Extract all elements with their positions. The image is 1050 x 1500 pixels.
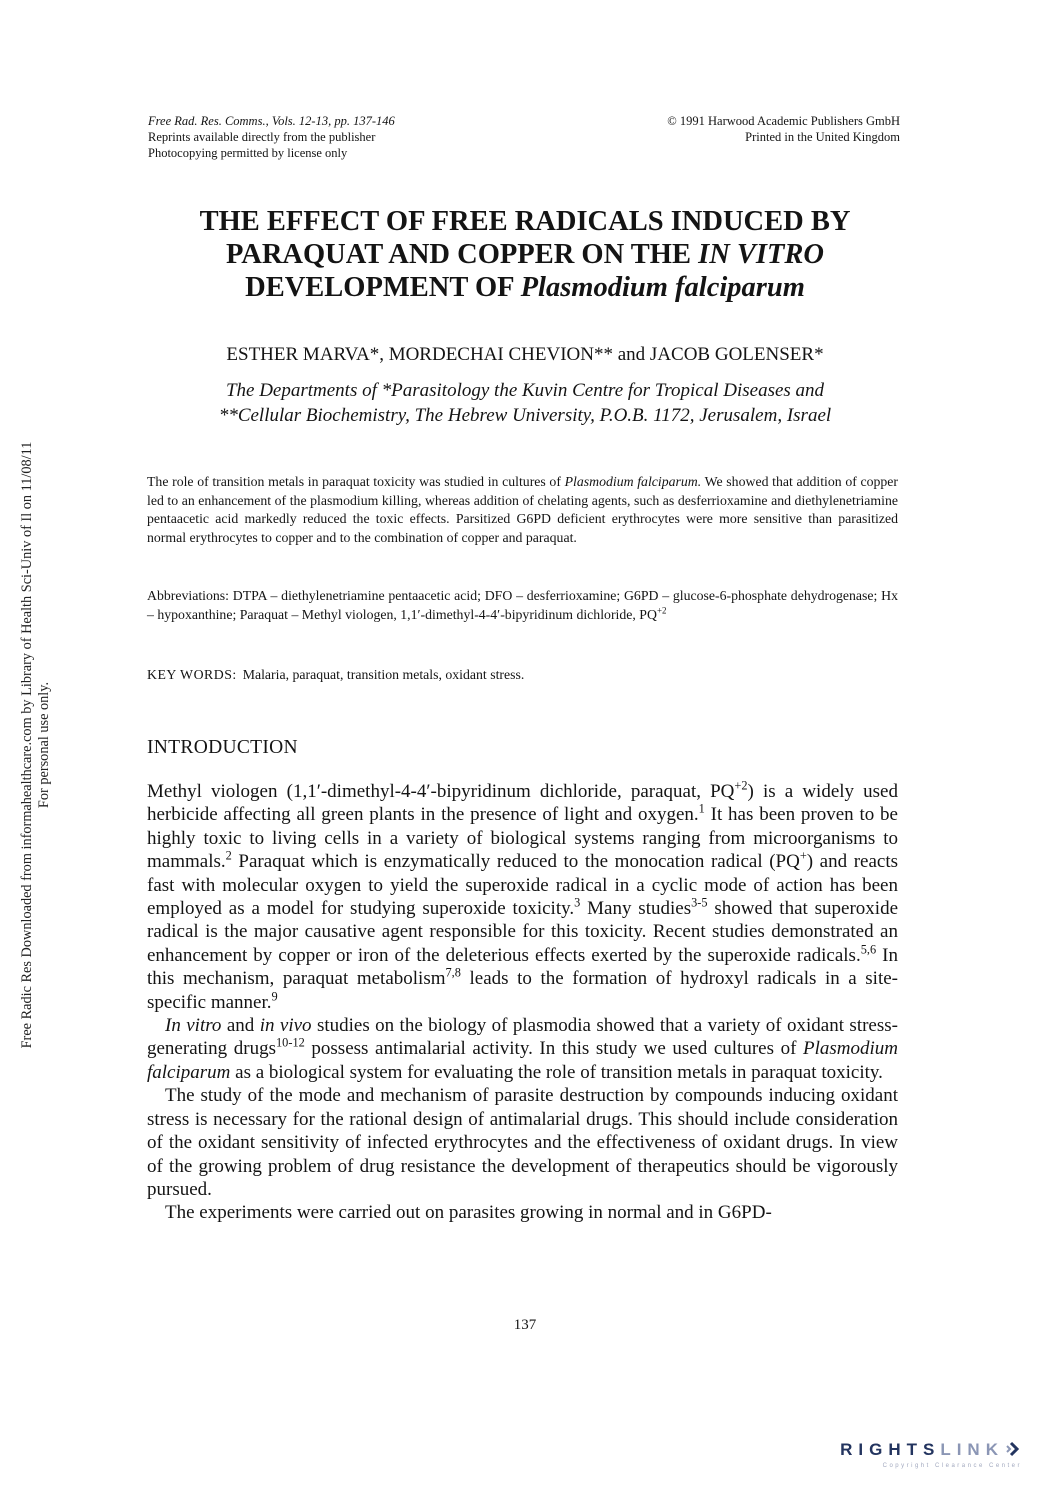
rightslink-logo[interactable] [840, 1440, 1022, 1469]
publisher-header [667, 113, 900, 145]
rightslink-tagline: Copyright Clearance Center [882, 1463, 1022, 1469]
keywords-label: KEY WORDS: [147, 667, 237, 682]
rightslink-part-1: RIGHTS [840, 1440, 941, 1459]
abstract: The role of transition metals in paraquat toxicity was studied in cultures of Plasmodium falciparum. We showed that addition of copper led to an enhancement of the plasmodium killing, whereas addition of chelating agents, such as desferrioxamine and diethylenetriamine pentaacetic acid markedly reduced the toxic effects. Parsitized G6PD deficient erythrocytes were more sensitive than parasitized normal erythrocytes to copper and to the combination of copper and paraquat. [147, 474, 899, 545]
journal-citation: Free Rad. Res. Comms., Vols. 12-13, pp. 137-146 [148, 114, 395, 128]
paper-title [100, 205, 950, 304]
introduction-body [147, 780, 898, 1225]
watermark-line-1: Free Radic Res Downloaded from informahealthcare.com by Library of Health Sci-Univ of Il on 11/08/11 [19, 441, 35, 1049]
abbreviations: Abbreviations: DTPA – diethylenetriamine pentaacetic acid; DFO – desferrioxamine; G6PD – glucose-6-phosphate dehydrogenase; Hx – hypoxanthine; Paraquat – Methyl viologen, 1,1′-dimethyl-4-4′-bipyridinum dichloride, $PQ^{+2}$ [147, 588, 898, 622]
affiliation-line-2: **Cellular Biochemistry, The Hebrew University, P.O.B. 1172, Jerusalem, Israel [218, 405, 832, 426]
affiliation-line-1: The Departments of *Parasitology the Kuvin Centre for Tropical Diseases and [225, 380, 825, 401]
title-line-2: PARAQUAT AND COPPER ON THE IN VITRO [225, 239, 825, 270]
title-line-1: THE EFFECT OF FREE RADICALS INDUCED BY [199, 206, 851, 237]
reprints-note: Reprints available directly from the publisher [148, 130, 376, 144]
keywords [147, 666, 898, 685]
affiliation [100, 378, 950, 428]
copyright-line: © 1991 Harwood Academic Publishers GmbH [667, 114, 900, 128]
page-number: 137 [513, 1317, 537, 1333]
rightslink-arrow-icon [1006, 1441, 1022, 1462]
journal-header [148, 113, 395, 161]
section-heading: INTRODUCTION [147, 737, 298, 758]
intro-paragraph-2: In vitro and in vivo studies on the biology of plasmodia showed that a variety of oxidant stress-generating drugs$^{10-12}$ possess antimalarial activity. In this study we used cultures of Plasmodium falciparum as a biological system for evaluating the role of transition metals in paraquat toxicity. [147, 1015, 898, 1083]
download-watermark [19, 375, 53, 1115]
title-line-3: DEVELOPMENT OF Plasmodium falciparum [245, 272, 805, 303]
intro-paragraph-3: The study of the mode and mechanism of parasite destruction by compounds inducing oxidant stress is necessary for the rational design of antimalarial drugs. This should include consideration of the oxidant sensitivity of infected erythrocytes and the effectiveness of oxidant drugs. In view of the growing problem of drug resistance the development of therapeutics should be vigorously pursued. [147, 1085, 898, 1200]
keywords-text: Malaria, paraquat, transition metals, oxidant stress. [242, 667, 525, 682]
rightslink-part-2: LINK [940, 1440, 1004, 1459]
intro-paragraph-1: Methyl viologen (1,1′-dimethyl-4-4′-bipyridinum dichloride, paraquat, $PQ^{+2}$) is a widely used herbicide affecting all green plants in the presence of light and oxygen.$^1$ It has been proven to be highly toxic to living cells in a variety of biological systems ranging from microorganisms to mammals.$^2$ Paraquat which is enzymatically reduced to the monocation radical (PQ+) and reacts fast with molecular oxygen to yield the superoxide radical in a cyclic mode of action has been employed as a model for studying superoxide toxicity.$^3$ Many studies$^{3-5}$ showed that superoxide radical is the major causative agent responsible for this toxicity. Recent studies demonstrated an enhancement by copper or iron of the deleterious effects exerted by the superoxide radicals.$^{5,6}$ In this mechanism, paraquat metabolism$^{7,8}$ leads to the formation of hydroxyl radicals in a site-specific manner.$^9$ [147, 778, 898, 1013]
photocopying-note: Photocopying permitted by license only [148, 146, 348, 160]
watermark-line-2: For personal use only. [36, 681, 52, 809]
printed-line: Printed in the United Kingdom [745, 130, 900, 144]
author-list: ESTHER MARVA*, MORDECHAI CHEVION** and JACOB GOLENSER* [226, 344, 824, 365]
intro-paragraph-4: The experiments were carried out on parasites growing in normal and in G6PD- [165, 1202, 772, 1224]
